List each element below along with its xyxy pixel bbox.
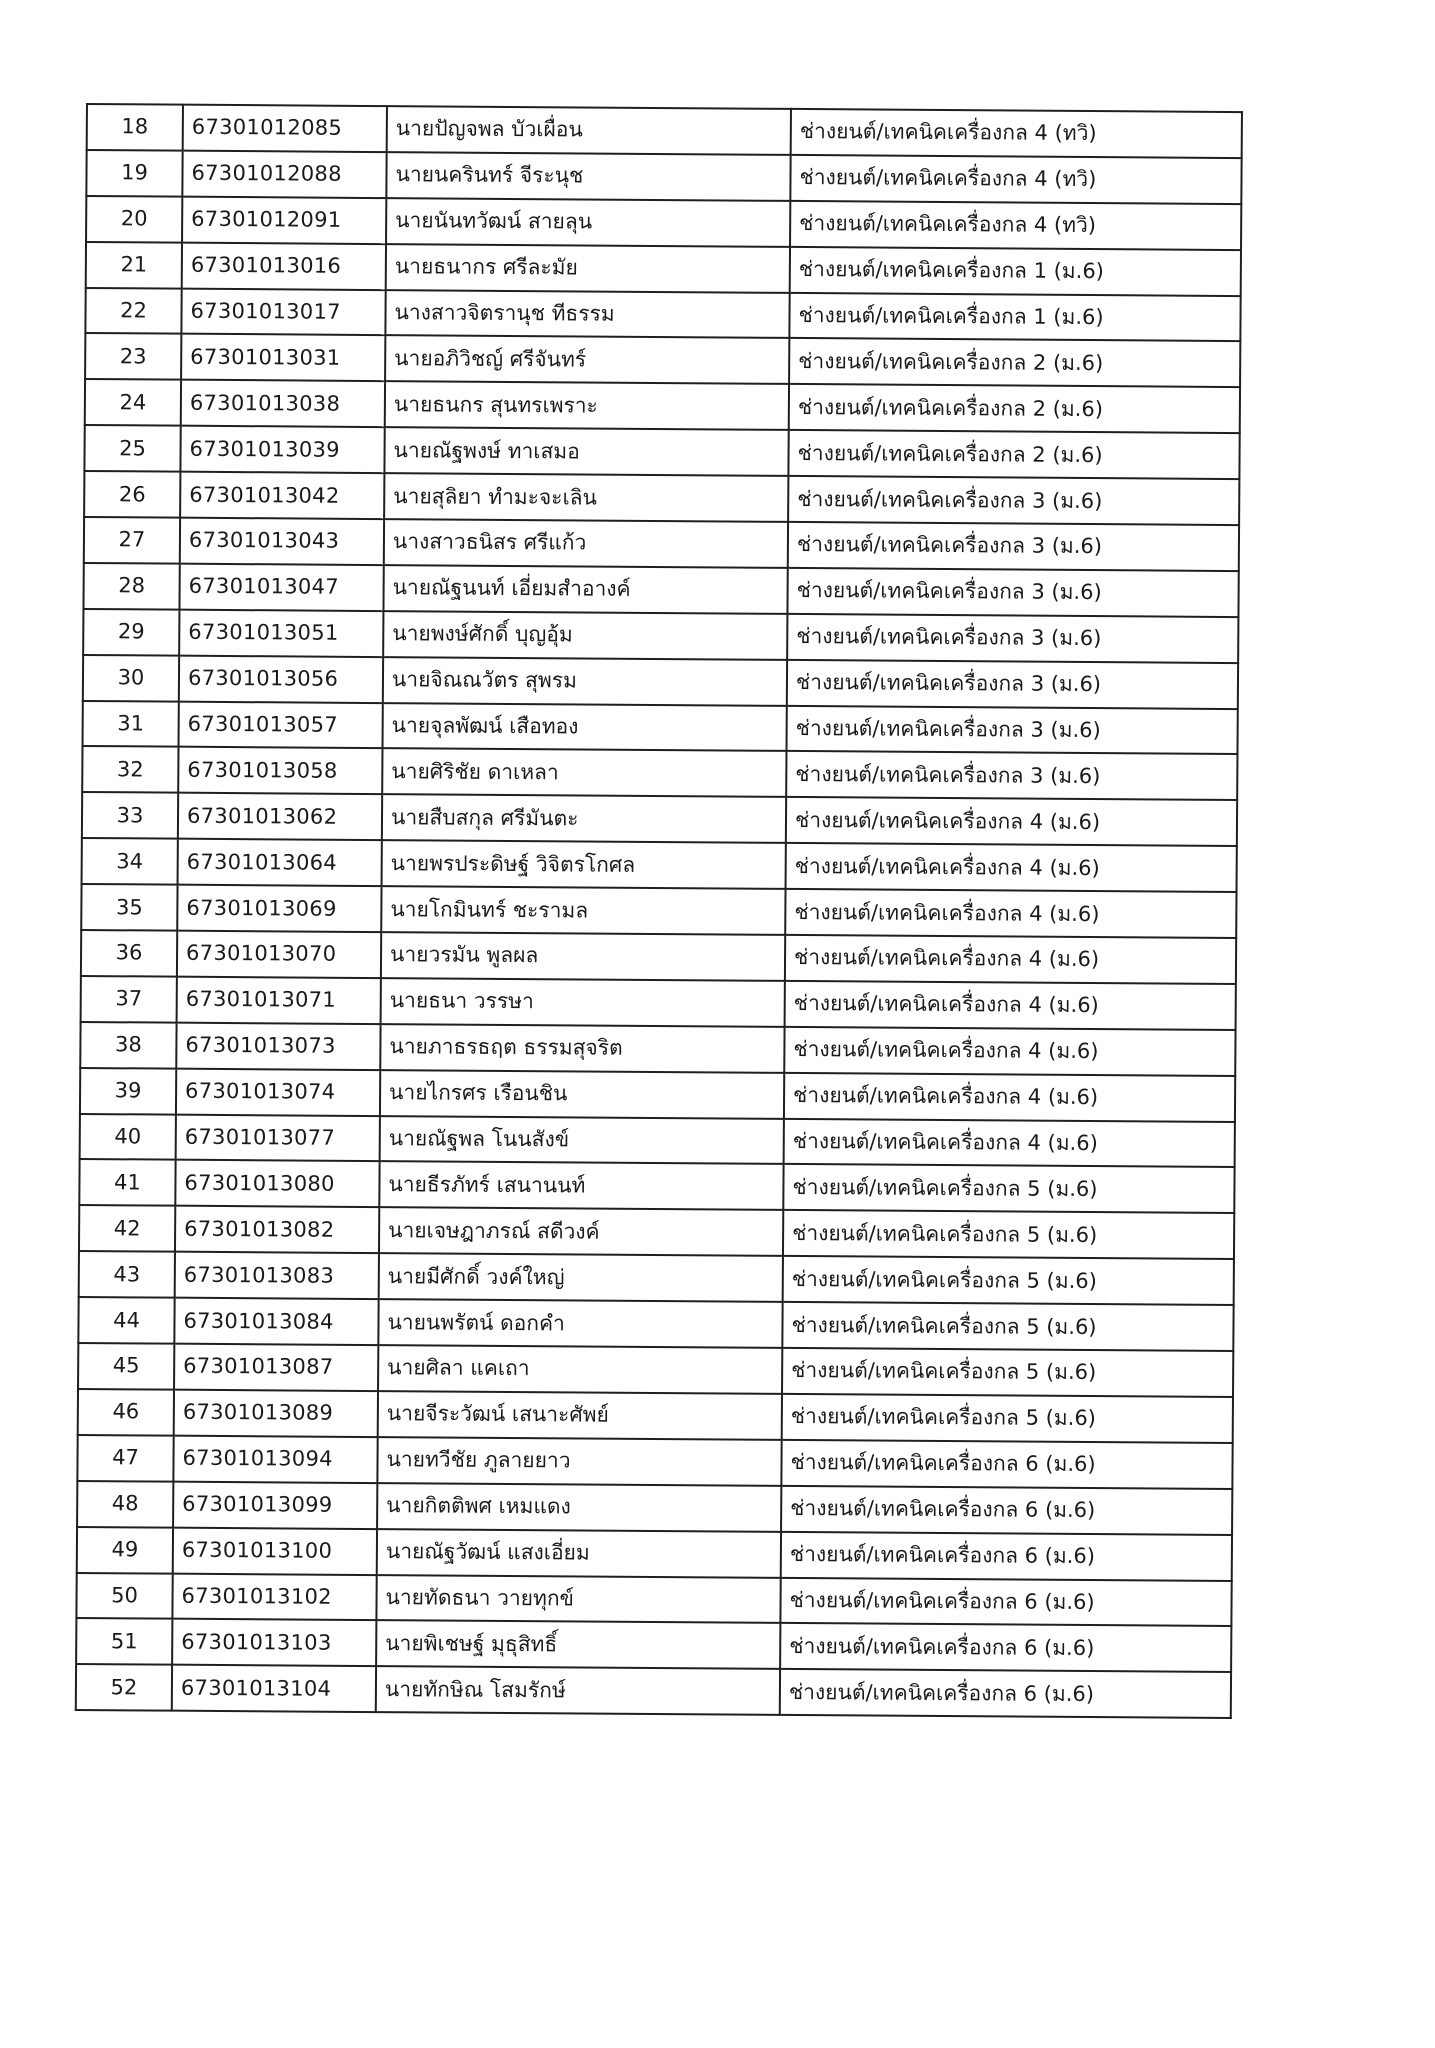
program: ช่างยนต์/เทคนิคเครื่องกล 3 (ม.6) <box>787 660 1238 709</box>
program: ช่างยนต์/เทคนิคเครื่องกล 4 (ทวิ) <box>790 155 1241 204</box>
program: ช่างยนต์/เทคนิคเครื่องกล 3 (ม.6) <box>788 476 1239 525</box>
student-roster-table <box>75 103 1243 1719</box>
student-id: 67301012085 <box>183 105 387 152</box>
table-row <box>82 838 1237 892</box>
student-name: นายนันทวัฒน์ สายลุน <box>386 198 790 247</box>
row-number: 19 <box>86 150 182 197</box>
table-row <box>80 1114 1235 1168</box>
table-row <box>84 471 1239 525</box>
student-id: 67301013074 <box>176 1068 380 1115</box>
table-row <box>83 563 1238 617</box>
student-id: 67301013084 <box>174 1298 378 1345</box>
program: ช่างยนต์/เทคนิคเครื่องกล 6 (ม.6) <box>781 1486 1232 1535</box>
student-name: นายปัญจพล บัวเผื่อน <box>387 106 791 155</box>
student-name: นายจิณณวัตร สุพรม <box>383 657 787 706</box>
row-number: 41 <box>79 1159 175 1206</box>
student-name: นายศิริชัย ดาเหลา <box>382 749 786 798</box>
student-id: 67301013047 <box>179 564 383 611</box>
program: ช่างยนต์/เทคนิคเครื่องกล 3 (ม.6) <box>787 614 1238 663</box>
row-number: 39 <box>80 1068 176 1115</box>
table-row <box>81 930 1236 984</box>
student-id: 67301013031 <box>181 334 385 381</box>
row-number: 45 <box>78 1343 174 1390</box>
student-name: นายวรมัน พูลผล <box>381 932 785 981</box>
student-id: 67301013016 <box>182 242 386 289</box>
table-row <box>79 1205 1234 1259</box>
student-id: 67301013043 <box>180 518 384 565</box>
student-name: นายธนา วรรษา <box>381 978 785 1027</box>
roster-body <box>76 104 1242 1718</box>
table-row <box>83 701 1238 755</box>
student-name: นายทัดธนา วายทุกข์ <box>376 1575 780 1624</box>
program: ช่างยนต์/เทคนิคเครื่องกล 2 (ม.6) <box>789 384 1240 433</box>
row-number: 32 <box>82 746 178 793</box>
program: ช่างยนต์/เทคนิคเครื่องกล 1 (ม.6) <box>790 247 1241 296</box>
student-id: 67301013056 <box>179 655 383 702</box>
student-id: 67301013100 <box>173 1527 377 1574</box>
student-name: นายนครินทร์ จีระนุช <box>386 152 790 201</box>
row-number: 44 <box>78 1297 174 1344</box>
table-row <box>86 150 1241 204</box>
table-row <box>80 1022 1235 1076</box>
row-number: 51 <box>76 1618 172 1665</box>
table-row <box>77 1527 1232 1581</box>
student-id: 67301013104 <box>172 1665 376 1712</box>
table-row <box>78 1343 1233 1397</box>
row-number: 50 <box>76 1572 172 1619</box>
program: ช่างยนต์/เทคนิคเครื่องกล 3 (ม.6) <box>786 751 1237 800</box>
program: ช่างยนต์/เทคนิคเครื่องกล 4 (ทวิ) <box>791 109 1242 158</box>
row-number: 27 <box>84 517 180 564</box>
student-name: นายพรประดิษฐ์ วิจิตรโกศล <box>382 840 786 889</box>
student-name: นายสุลิยา ทำมะจะเลิน <box>384 473 788 522</box>
student-id: 67301013051 <box>179 609 383 656</box>
program: ช่างยนต์/เทคนิคเครื่องกล 2 (ม.6) <box>789 338 1240 387</box>
table-row <box>82 746 1237 800</box>
table-row <box>86 242 1241 296</box>
row-number: 31 <box>83 701 179 748</box>
student-id: 67301013058 <box>178 747 382 794</box>
program: ช่างยนต์/เทคนิคเครื่องกล 4 (ม.6) <box>784 1027 1235 1076</box>
program: ช่างยนต์/เทคนิคเครื่องกล 5 (ม.6) <box>782 1302 1233 1351</box>
row-number: 35 <box>81 884 177 931</box>
row-number: 24 <box>85 379 181 426</box>
student-id: 67301013083 <box>175 1252 379 1299</box>
program: ช่างยนต์/เทคนิคเครื่องกล 6 (ม.6) <box>780 1623 1231 1672</box>
student-name: นายโกมินทร์ ชะรามล <box>381 886 785 935</box>
row-number: 43 <box>79 1251 175 1298</box>
student-id: 67301013042 <box>180 472 384 519</box>
table-row <box>87 104 1242 158</box>
program: ช่างยนต์/เทคนิคเครื่องกล 4 (ม.6) <box>784 1073 1235 1122</box>
program: ช่างยนต์/เทคนิคเครื่องกล 5 (ม.6) <box>782 1348 1233 1397</box>
row-number: 52 <box>76 1664 172 1711</box>
row-number: 47 <box>77 1435 173 1482</box>
table-row <box>85 379 1240 433</box>
program: ช่างยนต์/เทคนิคเครื่องกล 3 (ม.6) <box>786 705 1237 754</box>
student-id: 67301013064 <box>178 839 382 886</box>
table-row <box>79 1251 1234 1305</box>
student-name: นายธีรภัทร์ เสนานนท์ <box>379 1162 783 1211</box>
table-row <box>86 196 1241 250</box>
program: ช่างยนต์/เทคนิคเครื่องกล 6 (ม.6) <box>781 1531 1232 1580</box>
row-number: 26 <box>84 471 180 518</box>
student-name: นายธนกร สุนทรเพราะ <box>385 381 789 430</box>
row-number: 29 <box>83 609 179 656</box>
student-id: 67301013073 <box>176 1022 380 1069</box>
row-number: 49 <box>77 1527 173 1574</box>
student-name: นายมีศักดิ์ วงค์ใหญ่ <box>379 1253 783 1302</box>
student-id: 67301013094 <box>173 1435 377 1482</box>
student-id: 67301013103 <box>172 1619 376 1666</box>
student-id: 67301013039 <box>180 426 384 473</box>
student-name: นายศิลา แคเถา <box>378 1345 782 1394</box>
program: ช่างยนต์/เทคนิคเครื่องกล 3 (ม.6) <box>788 522 1239 571</box>
program: ช่างยนต์/เทคนิคเครื่องกล 5 (ม.6) <box>783 1164 1234 1213</box>
program: ช่างยนต์/เทคนิคเครื่องกล 2 (ม.6) <box>788 430 1239 479</box>
student-name: นายธนากร ศรีละมัย <box>386 244 790 293</box>
row-number: 40 <box>80 1114 176 1161</box>
program: ช่างยนต์/เทคนิคเครื่องกล 6 (ม.6) <box>780 1669 1231 1718</box>
program: ช่างยนต์/เทคนิคเครื่องกล 4 (ม.6) <box>784 1118 1235 1167</box>
row-number: 28 <box>83 563 179 610</box>
program: ช่างยนต์/เทคนิคเครื่องกล 5 (ม.6) <box>783 1210 1234 1259</box>
table-row <box>85 288 1240 342</box>
table-row <box>76 1618 1231 1672</box>
table-row <box>76 1572 1231 1626</box>
row-number: 23 <box>85 333 181 380</box>
program: ช่างยนต์/เทคนิคเครื่องกล 3 (ม.6) <box>787 568 1238 617</box>
program: ช่างยนต์/เทคนิคเครื่องกล 4 (ม.6) <box>785 981 1236 1030</box>
table-row <box>79 1159 1234 1213</box>
table-row <box>84 425 1239 479</box>
student-name: นางสาวจิตรานุช ทีธรรม <box>385 290 789 339</box>
student-id: 67301012088 <box>182 151 386 198</box>
row-number: 30 <box>83 655 179 702</box>
table-row <box>82 792 1237 846</box>
table-row <box>77 1481 1232 1535</box>
program: ช่างยนต์/เทคนิคเครื่องกล 5 (ม.6) <box>783 1256 1234 1305</box>
row-number: 33 <box>82 792 178 839</box>
table-row <box>85 333 1240 387</box>
student-id: 67301013087 <box>174 1344 378 1391</box>
student-id: 67301013099 <box>173 1481 377 1528</box>
row-number: 34 <box>82 838 178 885</box>
student-id: 67301013082 <box>175 1206 379 1253</box>
student-id: 67301013062 <box>178 793 382 840</box>
program: ช่างยนต์/เทคนิคเครื่องกล 1 (ม.6) <box>789 292 1240 341</box>
row-number: 21 <box>86 242 182 289</box>
student-name: นายจุลพัฒน์ เสือทอง <box>383 703 787 752</box>
row-number: 25 <box>84 425 180 472</box>
student-id: 67301013071 <box>177 977 381 1024</box>
row-number: 46 <box>78 1389 174 1436</box>
student-name: นายณัฐพงษ์ ทาเสมอ <box>384 427 788 476</box>
student-id: 67301013057 <box>179 701 383 748</box>
student-name: นายภาธรธฤต ธรรมสุจริต <box>380 1024 784 1073</box>
student-id: 67301013069 <box>177 885 381 932</box>
student-id: 67301013077 <box>176 1114 380 1161</box>
program: ช่างยนต์/เทคนิคเครื่องกล 4 (ม.6) <box>785 935 1236 984</box>
student-name: นายพงษ์ศักดิ์ บุญอุ้ม <box>383 611 787 660</box>
row-number: 20 <box>86 196 182 243</box>
row-number: 37 <box>81 976 177 1023</box>
student-id: 67301013089 <box>174 1390 378 1437</box>
student-name: นายกิตติพศ เหมแดง <box>377 1483 781 1532</box>
student-name: นายเจษฎาภรณ์ สดีวงค์ <box>379 1207 783 1256</box>
program: ช่างยนต์/เทคนิคเครื่องกล 6 (ม.6) <box>781 1440 1232 1489</box>
table-row <box>76 1664 1231 1718</box>
student-id: 67301013038 <box>181 380 385 427</box>
student-name: นายไกรศร เรือนชิน <box>380 1070 784 1119</box>
program: ช่างยนต์/เทคนิคเครื่องกล 4 (ทวิ) <box>790 201 1241 250</box>
program: ช่างยนต์/เทคนิคเครื่องกล 4 (ม.6) <box>786 797 1237 846</box>
student-name: นายทักษิณ โสมรักษ์ <box>376 1666 780 1715</box>
student-id: 67301013070 <box>177 931 381 978</box>
table-row <box>84 517 1239 571</box>
row-number: 36 <box>81 930 177 977</box>
row-number: 42 <box>79 1205 175 1252</box>
table-row <box>78 1297 1233 1351</box>
table-row <box>78 1389 1233 1443</box>
student-name: นายณัฐวัฒน์ แสงเอี่ยม <box>377 1529 781 1578</box>
student-id: 67301013017 <box>181 288 385 335</box>
row-number: 48 <box>77 1481 173 1528</box>
student-name: นางสาวธนิสร ศรีแก้ว <box>384 519 788 568</box>
program: ช่างยนต์/เทคนิคเครื่องกล 5 (ม.6) <box>782 1394 1233 1443</box>
table-row <box>81 884 1236 938</box>
table-row <box>83 609 1238 663</box>
table-row <box>83 655 1238 709</box>
row-number: 22 <box>85 288 181 335</box>
student-id: 67301013080 <box>175 1160 379 1207</box>
student-name: นายทวีชัย ภูลายยาว <box>377 1437 781 1486</box>
student-name: นายนพรัตน์ ดอกคำ <box>378 1299 782 1348</box>
student-name: นายพิเชษฐ์ มุธุสิทธิ์ <box>376 1620 780 1669</box>
table-row <box>80 1068 1235 1122</box>
program: ช่างยนต์/เทคนิคเครื่องกล 4 (ม.6) <box>785 889 1236 938</box>
row-number: 38 <box>80 1022 176 1069</box>
student-id: 67301013102 <box>172 1573 376 1620</box>
student-name: นายจีระวัฒน์ เสนาะศัพย์ <box>378 1391 782 1440</box>
student-name: นายณัฐนนท์ เอี่ยมสำอางค์ <box>383 565 787 614</box>
student-id: 67301012091 <box>182 196 386 243</box>
student-name: นายณัฐพล โนนสังข์ <box>380 1116 784 1165</box>
table-row <box>81 976 1236 1030</box>
program: ช่างยนต์/เทคนิคเครื่องกล 4 (ม.6) <box>786 843 1237 892</box>
student-name: นายอภิวิชญ์ ศรีจันทร์ <box>385 336 789 385</box>
program: ช่างยนต์/เทคนิคเครื่องกล 6 (ม.6) <box>780 1577 1231 1626</box>
row-number: 18 <box>87 104 183 151</box>
table-row <box>77 1435 1232 1489</box>
student-name: นายสืบสกุล ศรีมันตะ <box>382 794 786 843</box>
